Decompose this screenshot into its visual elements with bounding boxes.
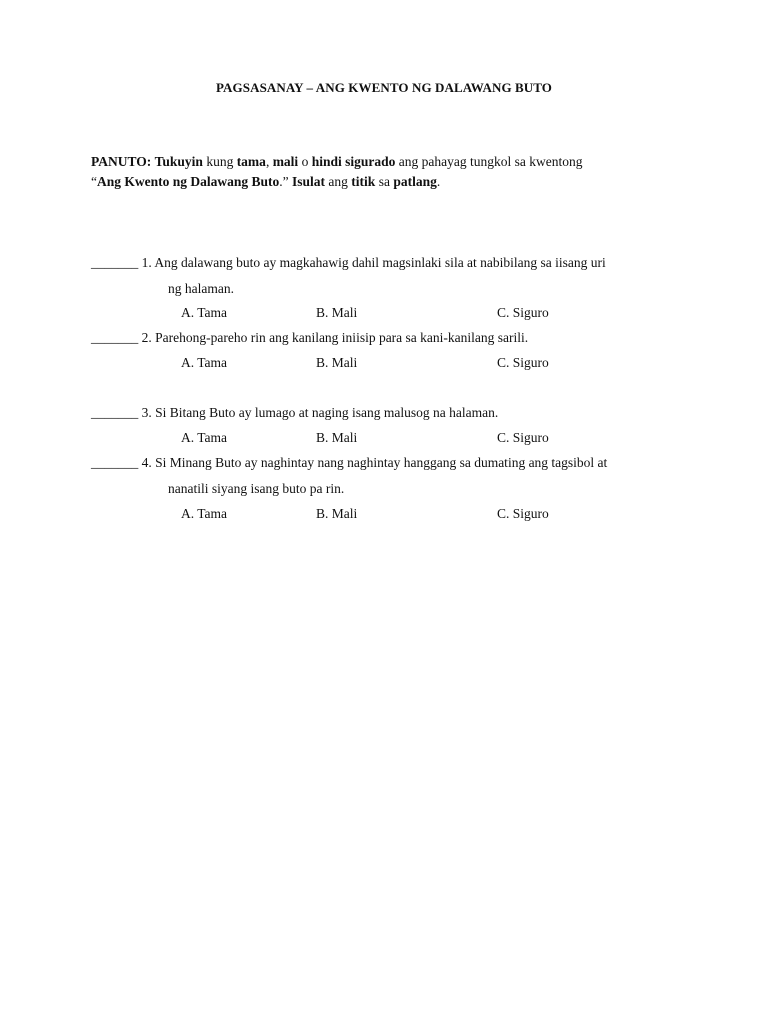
instr-text: , [265,154,273,169]
question-4-text: _______ 4. Si Minang Buto ay naghintay nang naghintay hanggang sa dumating ang tagsibol at [91,455,608,470]
question-2-text: _______ 2. Parehong-pareho rin ang kanilang iniisip para sa kani-kanilang sarili. [91,330,529,345]
instr-text: .” [279,174,293,189]
instr-text: ang [325,174,352,189]
question-2-choice-a: A. Tama [181,355,228,370]
instr-titik: titik [351,174,376,189]
question-4-continuation: nanatili siyang isang buto pa rin. [168,481,345,496]
worksheet-title: PAGSASANAY – ANG KWENTO NG DALAWANG BUTO [215,80,553,95]
question-3-choice-b: B. Mali [316,430,358,445]
question-2-choice-c: C. Siguro [497,355,549,370]
panuto-label: PANUTO: [91,154,152,169]
instr-hindi-sigurado: hindi sigurado [311,154,396,169]
question-1-choice-a: A. Tama [181,305,228,320]
question-4-choice-a: A. Tama [181,506,228,521]
question-3-choice-a: A. Tama [181,430,228,445]
instr-text: o [298,154,312,169]
instr-isulat: Isulat [292,174,326,189]
question-1-choice-c: C. Siguro [497,305,549,320]
question-1-text: _______ 1. Ang dalawang buto ay magkahawig dahil magsinlaki sila at nabibilang sa iisang uri [91,255,606,270]
instr-text: “ [91,174,97,189]
question-2-choice-b: B. Mali [316,355,358,370]
instr-mali: mali [272,154,299,169]
instr-story-title: Ang Kwento ng Dalawang Buto [97,174,280,189]
instr-text: ang pahayag tungkol sa kwentong [395,154,583,169]
question-1-continuation: ng halaman. [168,281,234,296]
question-1-choice-b: B. Mali [316,305,358,320]
instr-text: . [436,174,441,189]
instructions [91,152,691,192]
instr-patlang: patlang [393,174,437,189]
instr-text: kung [202,154,237,169]
instr-tukuyin: Tukuyin [154,154,203,169]
question-3-choice-c: C. Siguro [497,430,549,445]
question-4-choice-b: B. Mali [316,506,358,521]
instr-tama: tama [236,154,266,169]
question-3-text: _______ 3. Si Bitang Buto ay lumago at naging isang malusog na halaman. [91,405,499,420]
instr-text: sa [375,174,394,189]
question-4-choice-c: C. Siguro [497,506,549,521]
